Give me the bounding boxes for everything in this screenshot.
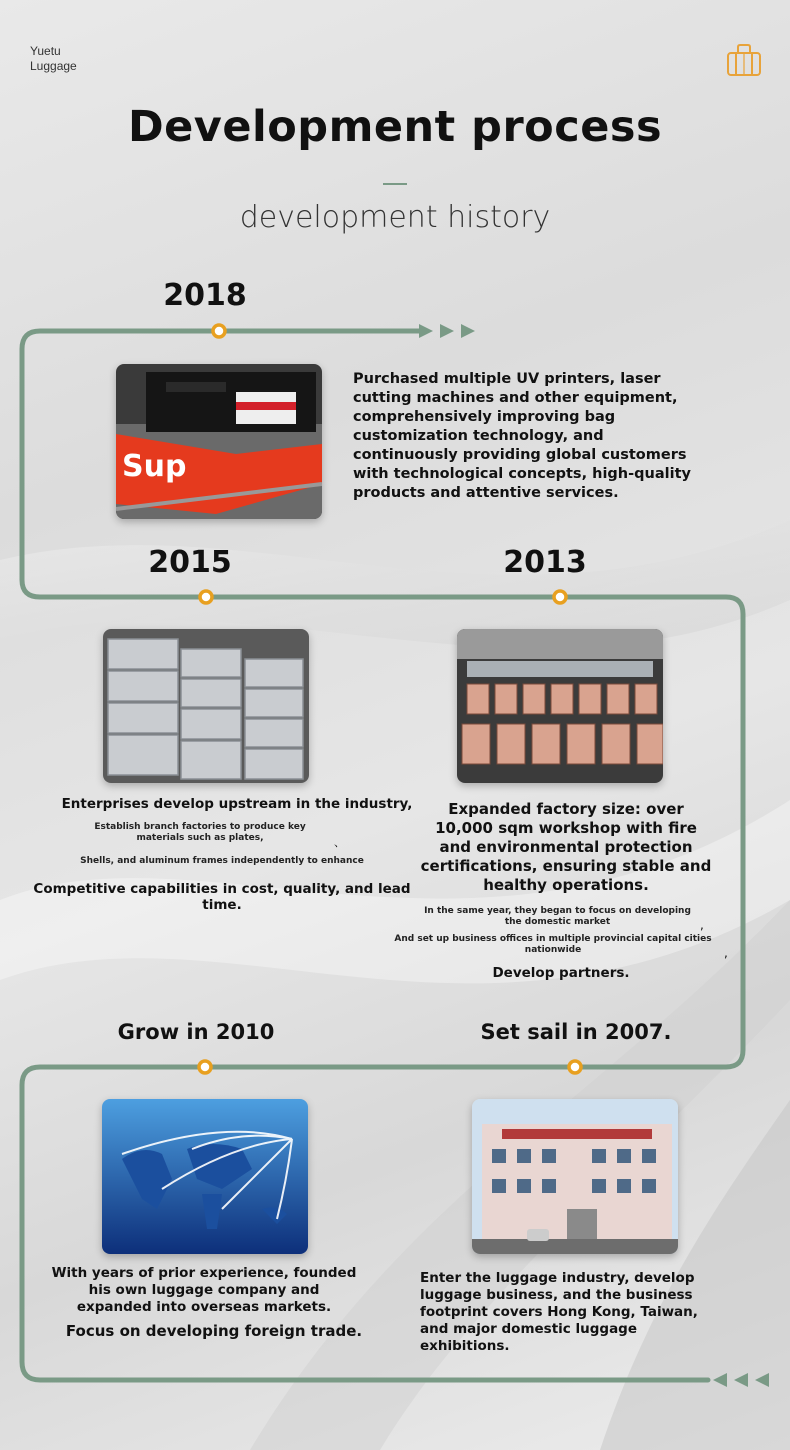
milestone-2013-text-end: Develop partners.: [492, 965, 630, 981]
suitcase-warehouse-photo: [457, 629, 663, 783]
arrow-left-icon: [713, 1373, 769, 1387]
brand-line2: Luggage: [30, 59, 77, 73]
brand-line1: Yuetu: [30, 44, 61, 58]
year-2013: 2013: [503, 545, 587, 580]
milestone-2015-text-end: Competitive capabilities in cost, quality, and lead time.: [33, 881, 411, 913]
timeline-node-2007: [569, 1061, 581, 1073]
factory-building-photo: [472, 1099, 678, 1254]
milestone-2010-text-main: With years of prior experience, founded his own luggage company and expanded into overseas markets.: [51, 1265, 357, 1315]
milestone-2013-text-small2: And set up business offices in multiple provincial capital cities nationwide: [394, 934, 712, 955]
year-2018: 2018: [163, 278, 247, 313]
arrow-right-icon: [419, 324, 475, 338]
year-2015: 2015: [148, 545, 232, 580]
timeline-node-2010: [199, 1061, 211, 1073]
page-title: Development process: [127, 102, 663, 152]
year-2010: Grow in 2010: [117, 1020, 275, 1044]
year-2007: Set sail in 2007.: [480, 1020, 672, 1044]
milestone-2010-text-end: Focus on developing foreign trade.: [65, 1322, 363, 1340]
svg-text:Sup: Sup: [122, 449, 187, 484]
world-map-photo: [102, 1099, 308, 1254]
milestone-2015-text-small1: Establish branch factories to produce key materials such as plates,: [94, 822, 306, 843]
milestone-2013-mark1: ,: [700, 918, 704, 932]
timeline-node-2013: [554, 591, 566, 603]
milestone-2013-text-main: Expanded factory size: over 10,000 sqm workshop with fire and environmental protection certifications, ensuring stable and healthy operations.: [420, 800, 712, 894]
timeline-node-2015: [200, 591, 212, 603]
uv-printer-photo: [116, 364, 322, 519]
milestone-2013-text-small1: In the same year, they began to focus on developing the domestic market: [424, 906, 691, 927]
milestone-2018-text: Purchased multiple UV printers, laser cutting machines and other equipment, comprehensively improving bag customization technology, and continuously providing global customers with technological concepts, high-quality products and attentive services.: [353, 371, 691, 501]
aluminum-frames-photo: [103, 629, 309, 783]
milestone-2013-mark2: ,: [724, 946, 728, 960]
milestone-2015-text-small2: Shells, and aluminum frames independently to enhance: [80, 856, 364, 866]
milestone-2007-text: Enter the luggage industry, develop luggage business, and the business footprint covers Hong Kong, Taiwan, and major domestic luggage exhibitions.: [420, 1270, 698, 1354]
page-subtitle: development history: [239, 200, 551, 235]
milestone-2015-mark1: 、: [334, 836, 345, 849]
timeline-node-2018: [213, 325, 225, 337]
milestone-2015-text-main: Enterprises develop upstream in the industry,: [61, 796, 413, 812]
